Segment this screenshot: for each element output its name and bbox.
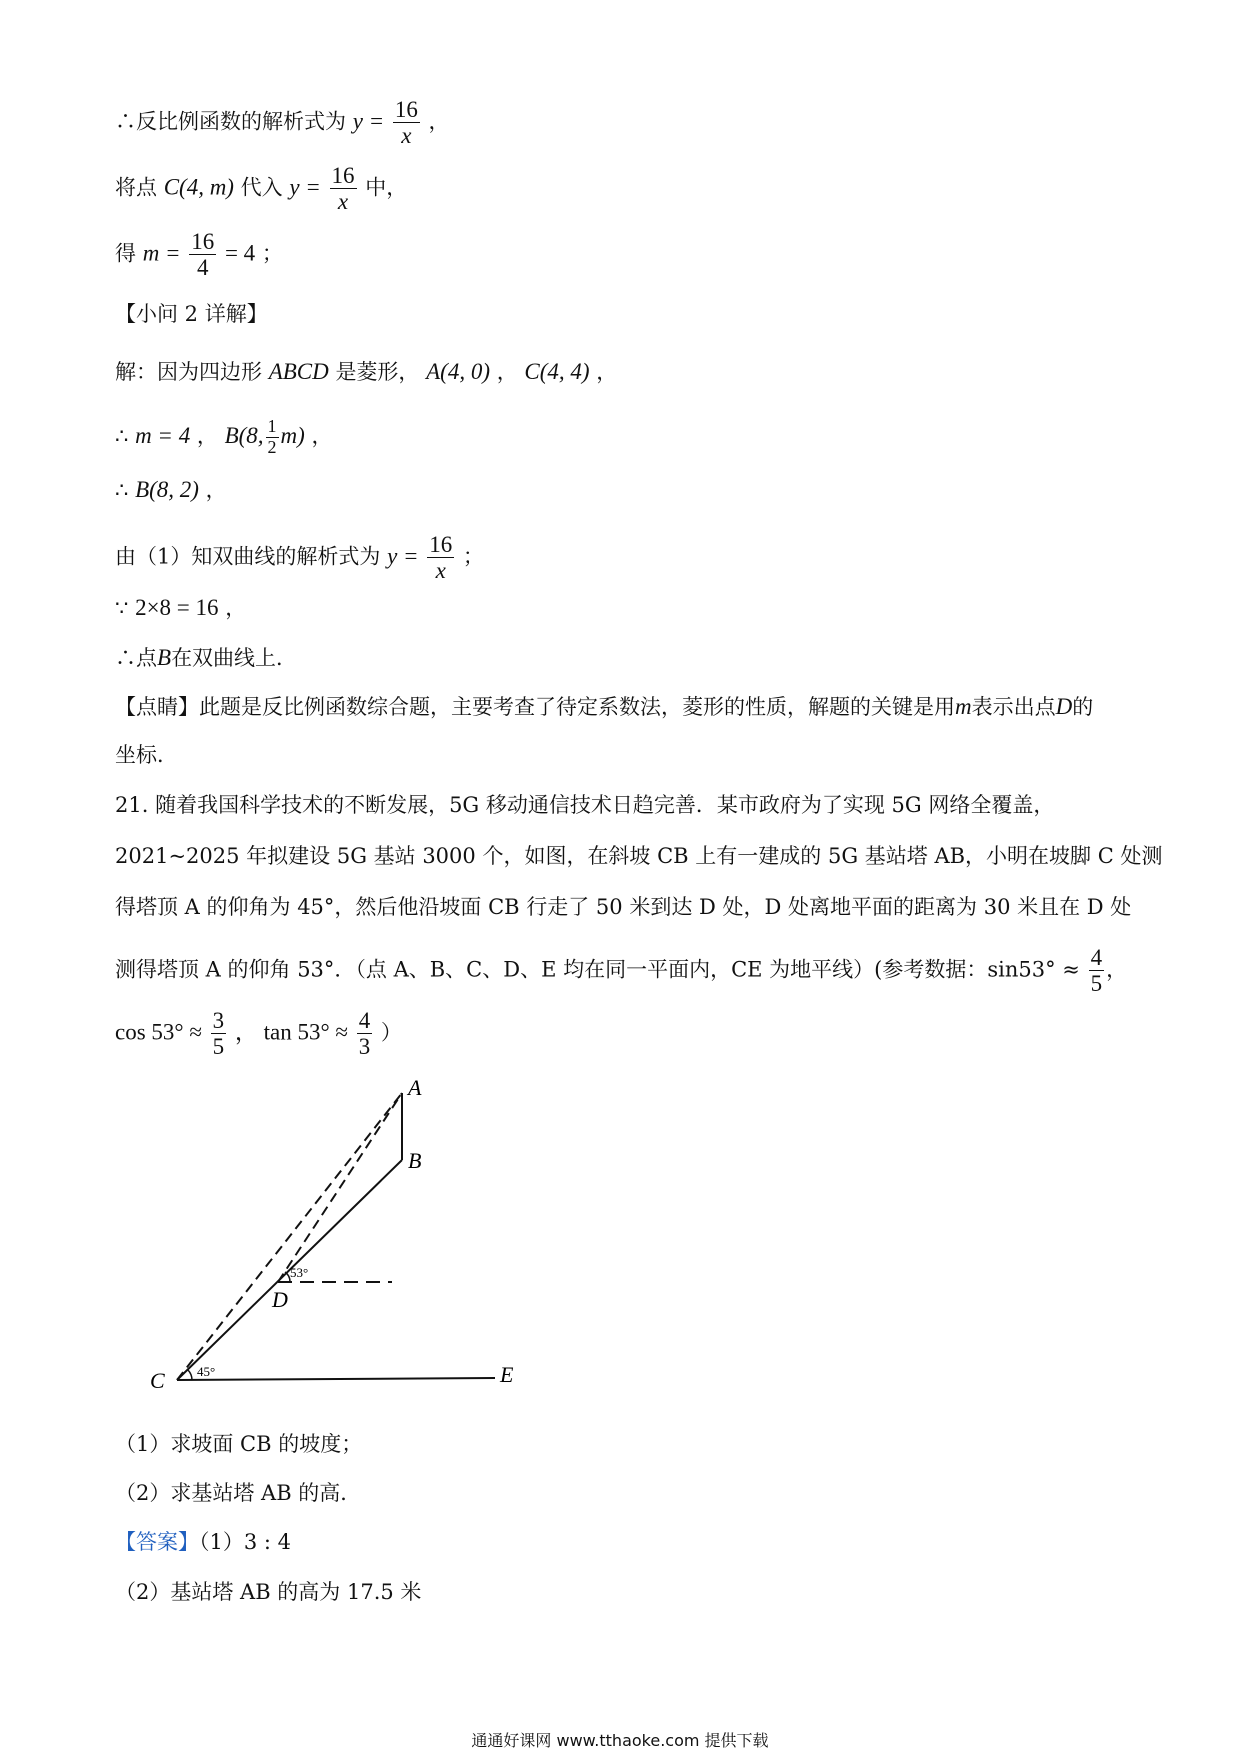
numerator: 16: [394, 97, 418, 122]
question-21-line-1: 21. 随着我国科学技术的不断发展，5G 移动通信技术日趋完善．某市政府为了实现 5G 网络全覆盖，: [115, 793, 1055, 817]
math: m =: [142, 240, 181, 266]
text: ，: [596, 360, 618, 384]
denominator: x: [435, 558, 446, 584]
fraction: [1089, 945, 1105, 997]
label-d: D: [272, 1287, 288, 1312]
text: ；: [261, 241, 283, 266]
text: ∴点: [115, 646, 157, 670]
denominator: x: [401, 123, 412, 149]
numerator: 4: [1090, 945, 1103, 970]
angle-arc-c: [188, 1370, 192, 1380]
text: 在双曲线上．: [171, 646, 298, 670]
question-21-line-3: 得塔顶 A 的仰角为 45°，然后他沿坡面 CB 行走了 50 米到达 D 处，D 处离地平面的距离为 30 米且在 D 处: [115, 895, 1132, 919]
math: C(4, m): [163, 174, 234, 200]
section-heading: 【小问 2 详解】: [115, 302, 268, 326]
math: B: [157, 645, 172, 670]
denominator: 5: [1090, 971, 1103, 997]
text: 由（1）知双曲线的解析式为: [115, 544, 381, 569]
math: y =: [289, 174, 321, 200]
fraction: [427, 532, 454, 584]
math: cos 53° ≈: [115, 1019, 202, 1045]
numerator: 16: [429, 532, 453, 557]
text: 【点睛】此题是反比例函数综合题，主要考查了待定系数法，菱形的性质，解题的关键是用: [115, 695, 955, 719]
text: 得: [115, 241, 136, 266]
fraction: [357, 1008, 373, 1060]
text: ，: [225, 596, 247, 620]
label-c: C: [150, 1368, 165, 1393]
text: ，: [205, 478, 227, 502]
line-5: [115, 360, 617, 383]
text: 测得塔顶 A 的仰角 53°．（点 A、B、C、D、E 均在同一平面内，CE 为地平线）(参考数据：sin53° ≈: [115, 957, 1080, 982]
math: y =: [387, 543, 419, 569]
text: 代入: [240, 175, 283, 200]
denominator: 5: [212, 1034, 225, 1060]
numerator: 3: [212, 1008, 225, 1033]
math: m = 4: [135, 422, 191, 448]
line-9: [115, 596, 246, 619]
math: ABCD: [268, 359, 329, 384]
slope-tower-figure: [130, 1060, 550, 1405]
math: y =: [352, 108, 385, 134]
line-12: 坐标．: [115, 743, 178, 767]
text: ∴反比例函数的解析式为: [115, 109, 346, 134]
fraction: [211, 1008, 227, 1060]
denominator: x: [337, 189, 349, 215]
text: ，: [1106, 957, 1128, 982]
line-1: [115, 97, 450, 149]
ground-line-ce: [177, 1378, 495, 1380]
line-6: [115, 417, 333, 458]
angle-label-53: 53°: [290, 1265, 309, 1280]
math: = 4: [224, 240, 256, 266]
fraction: [393, 97, 420, 149]
text: ，: [196, 423, 218, 448]
fraction: [330, 163, 357, 215]
numerator: 16: [331, 163, 355, 188]
label-e: E: [500, 1362, 514, 1387]
text: 表示出点: [971, 695, 1056, 719]
label-b: B: [408, 1148, 422, 1173]
numerator: 1: [267, 416, 277, 436]
footer: 通通好课网 www.tthaoke.com 提供下载: [471, 1731, 769, 1750]
math: B(8, 2): [135, 477, 199, 502]
text: ）: [380, 1020, 402, 1045]
math: C(4, 4): [524, 359, 590, 384]
math: ， tan 53° ≈: [234, 1019, 349, 1045]
numerator: 4: [358, 1008, 371, 1033]
text: 的: [1072, 695, 1094, 719]
sightline-da: [278, 1093, 402, 1282]
line-11: [115, 695, 1093, 718]
math: B(8,: [224, 422, 264, 448]
text: ∵: [115, 596, 129, 620]
text: 将点: [115, 175, 157, 200]
math: 2×8 = 16: [135, 595, 219, 620]
text: ，: [428, 109, 450, 134]
math: D: [1055, 694, 1073, 719]
line-8: [115, 532, 484, 584]
answer-line-2: （2）基站塔 AB 的高为 17.5 米: [115, 1580, 422, 1604]
math: A(4, 0): [426, 359, 490, 384]
question-21-line-5: [115, 1008, 402, 1060]
angle-label-45: 45°: [197, 1364, 216, 1379]
answer-line-1: [115, 1532, 291, 1553]
answer-tag: 【答案】: [115, 1530, 199, 1554]
fraction: [266, 417, 279, 458]
text: ，: [496, 360, 518, 384]
line-10: [115, 646, 297, 669]
sub-question-1: （1）求坡面 CB 的坡度；: [115, 1432, 363, 1456]
numerator: 16: [191, 229, 215, 254]
line-3: [115, 229, 283, 281]
text: ∴: [115, 423, 129, 448]
denominator: 3: [358, 1034, 371, 1060]
sightline-ca: [177, 1093, 402, 1380]
text: ；: [462, 544, 484, 569]
label-a: A: [408, 1075, 422, 1100]
answer-1: （1）3 : 4: [199, 1530, 292, 1554]
question-21-line-4: [115, 945, 1127, 997]
math: m): [280, 422, 305, 448]
text: 是菱形，: [335, 360, 420, 384]
text: ，: [311, 423, 333, 448]
line-2: [115, 163, 407, 215]
math: m: [955, 694, 972, 719]
question-21-line-2: 2021~2025 年拟建设 5G 基站 3000 个，如图，在斜坡 CB 上有一建成的 5G 基站塔 AB，小明在坡脚 C 处测: [115, 844, 1163, 868]
text: 中，: [365, 175, 408, 200]
text: 解：因为四边形: [115, 360, 262, 384]
denominator: 2: [267, 436, 277, 457]
line-7: [115, 478, 227, 501]
denominator: 4: [197, 255, 209, 281]
fraction: [189, 229, 216, 281]
sub-question-2: （2）求基站塔 AB 的高．: [115, 1481, 362, 1505]
text: ∴: [115, 478, 129, 502]
